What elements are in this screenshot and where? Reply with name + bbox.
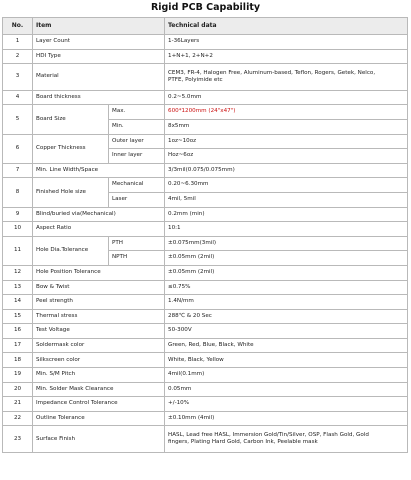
row-data: ±0.05mm (2mil): [165, 265, 408, 280]
row-number: 22: [3, 411, 33, 426]
row-sub-label: NPTH: [109, 251, 165, 266]
header-item: Item: [33, 18, 165, 35]
row-item: Min. Solder Mask Clearance: [33, 382, 165, 397]
row-item: Outline Tolerance: [33, 411, 165, 426]
row-data: 1+N+1, 2+N+2: [165, 49, 408, 64]
row-item: Layer Count: [33, 35, 165, 50]
row-data: ±0.05mm (2mil): [165, 251, 408, 266]
row-number: 21: [3, 397, 33, 412]
row-item: Hole Dia.Tolerance: [33, 236, 109, 265]
row-number: 9: [3, 207, 33, 222]
row-item: Silkscreen color: [33, 353, 165, 368]
table-title: Rigid PCB Capability: [150, 2, 261, 13]
row-data: 0.20~6.30mm: [165, 178, 408, 193]
row-item: Material: [33, 64, 165, 91]
row-number: 1: [3, 35, 33, 50]
row-number: 23: [3, 426, 33, 453]
row-data: 4mil(0.1mm): [165, 368, 408, 383]
row-data-line: CEM3, FR-4, Halogen Free, Aluminum-based, Teflon, Rogers, Getek, Nelco,: [168, 69, 376, 76]
row-data: 1.4N/mm: [165, 295, 408, 310]
row-item: HDI Type: [33, 49, 165, 64]
row-sub-label: PTH: [109, 236, 165, 251]
row-data: 1oz~10oz: [165, 134, 408, 149]
row-number: 4: [3, 90, 33, 105]
row-data: Green, Red, Blue, Black, White: [165, 338, 408, 353]
row-data: 0.2~5.0mm: [165, 90, 408, 105]
row-data: 288℃ & 20 Sec: [165, 309, 408, 324]
row-item: Min. Line Width/Space: [33, 163, 165, 178]
header-no: No.: [3, 18, 33, 35]
row-data: +/-10%: [165, 397, 408, 412]
row-sub-label: Max.: [109, 105, 165, 120]
row-item: Blind/buried via(Mechanical): [33, 207, 165, 222]
row-item: Board Size: [33, 105, 109, 134]
row-data-line: PTFE, Polyimide etc: [168, 76, 223, 83]
row-number: 13: [3, 280, 33, 295]
row-sub-label: Min.: [109, 119, 165, 134]
row-number: 5: [3, 105, 33, 134]
row-item: Copper Thickness: [33, 134, 109, 163]
row-sub-label: Mechanical: [109, 178, 165, 193]
row-number: 14: [3, 295, 33, 310]
row-item: Board thickness: [33, 90, 165, 105]
capability-table: [2, 17, 408, 453]
row-data: 1-36Layers: [165, 35, 408, 50]
row-data: White, Black, Yellow: [165, 353, 408, 368]
row-sub-label: Outer layer: [109, 134, 165, 149]
row-sub-label: Laser: [109, 192, 165, 207]
row-item: Finished Hole size: [33, 178, 109, 207]
row-sub-label: Inner layer: [109, 149, 165, 164]
row-number: 15: [3, 309, 33, 324]
row-item: Thermal stress: [33, 309, 165, 324]
row-item: Min. S/M Pitch: [33, 368, 165, 383]
row-data: 600*1200mm (24"x47"): [165, 105, 408, 120]
row-item: Bow & Twist: [33, 280, 165, 295]
row-number: 18: [3, 353, 33, 368]
row-item: Surface Finish: [33, 426, 165, 453]
row-data-line: fingers, Plating Hard Gold, Carbon Ink, Peelable mask: [168, 439, 318, 446]
row-data: [165, 426, 408, 453]
row-number: 6: [3, 134, 33, 163]
row-item: Peel strength: [33, 295, 165, 310]
row-data: ±0.075mm(3mil): [165, 236, 408, 251]
row-number: 11: [3, 236, 33, 265]
row-item: Hole Position Tolerance: [33, 265, 165, 280]
row-data: ≤0.75%: [165, 280, 408, 295]
row-item: Aspect Ratio: [33, 222, 165, 237]
row-data-line: HASL, Lead free HASL, Immersion Gold/Tin/Silver, OSP, Flash Gold, Gold: [168, 431, 369, 438]
row-data: 0.2mm (min): [165, 207, 408, 222]
row-data: 8x5mm: [165, 119, 408, 134]
row-number: 8: [3, 178, 33, 207]
row-data: ±0.10mm (4mil): [165, 411, 408, 426]
row-number: 16: [3, 324, 33, 339]
row-number: 3: [3, 64, 33, 91]
row-number: 20: [3, 382, 33, 397]
header-technical-data: Technical data: [165, 18, 408, 35]
row-data: [165, 64, 408, 91]
row-number: 2: [3, 49, 33, 64]
row-number: 12: [3, 265, 33, 280]
row-item: Impedance Control Tolerance: [33, 397, 165, 412]
row-data: 50-300V: [165, 324, 408, 339]
row-data: 4mil, 5mil: [165, 192, 408, 207]
row-number: 10: [3, 222, 33, 237]
row-data: 0.05mm: [165, 382, 408, 397]
row-number: 19: [3, 368, 33, 383]
row-item: Soldermask color: [33, 338, 165, 353]
row-number: 7: [3, 163, 33, 178]
row-data: 3/3mil(0.075/0.075mm): [165, 163, 408, 178]
row-data: 10:1: [165, 222, 408, 237]
row-item: Test Voltage: [33, 324, 165, 339]
row-number: 17: [3, 338, 33, 353]
row-data: Hoz~6oz: [165, 149, 408, 164]
